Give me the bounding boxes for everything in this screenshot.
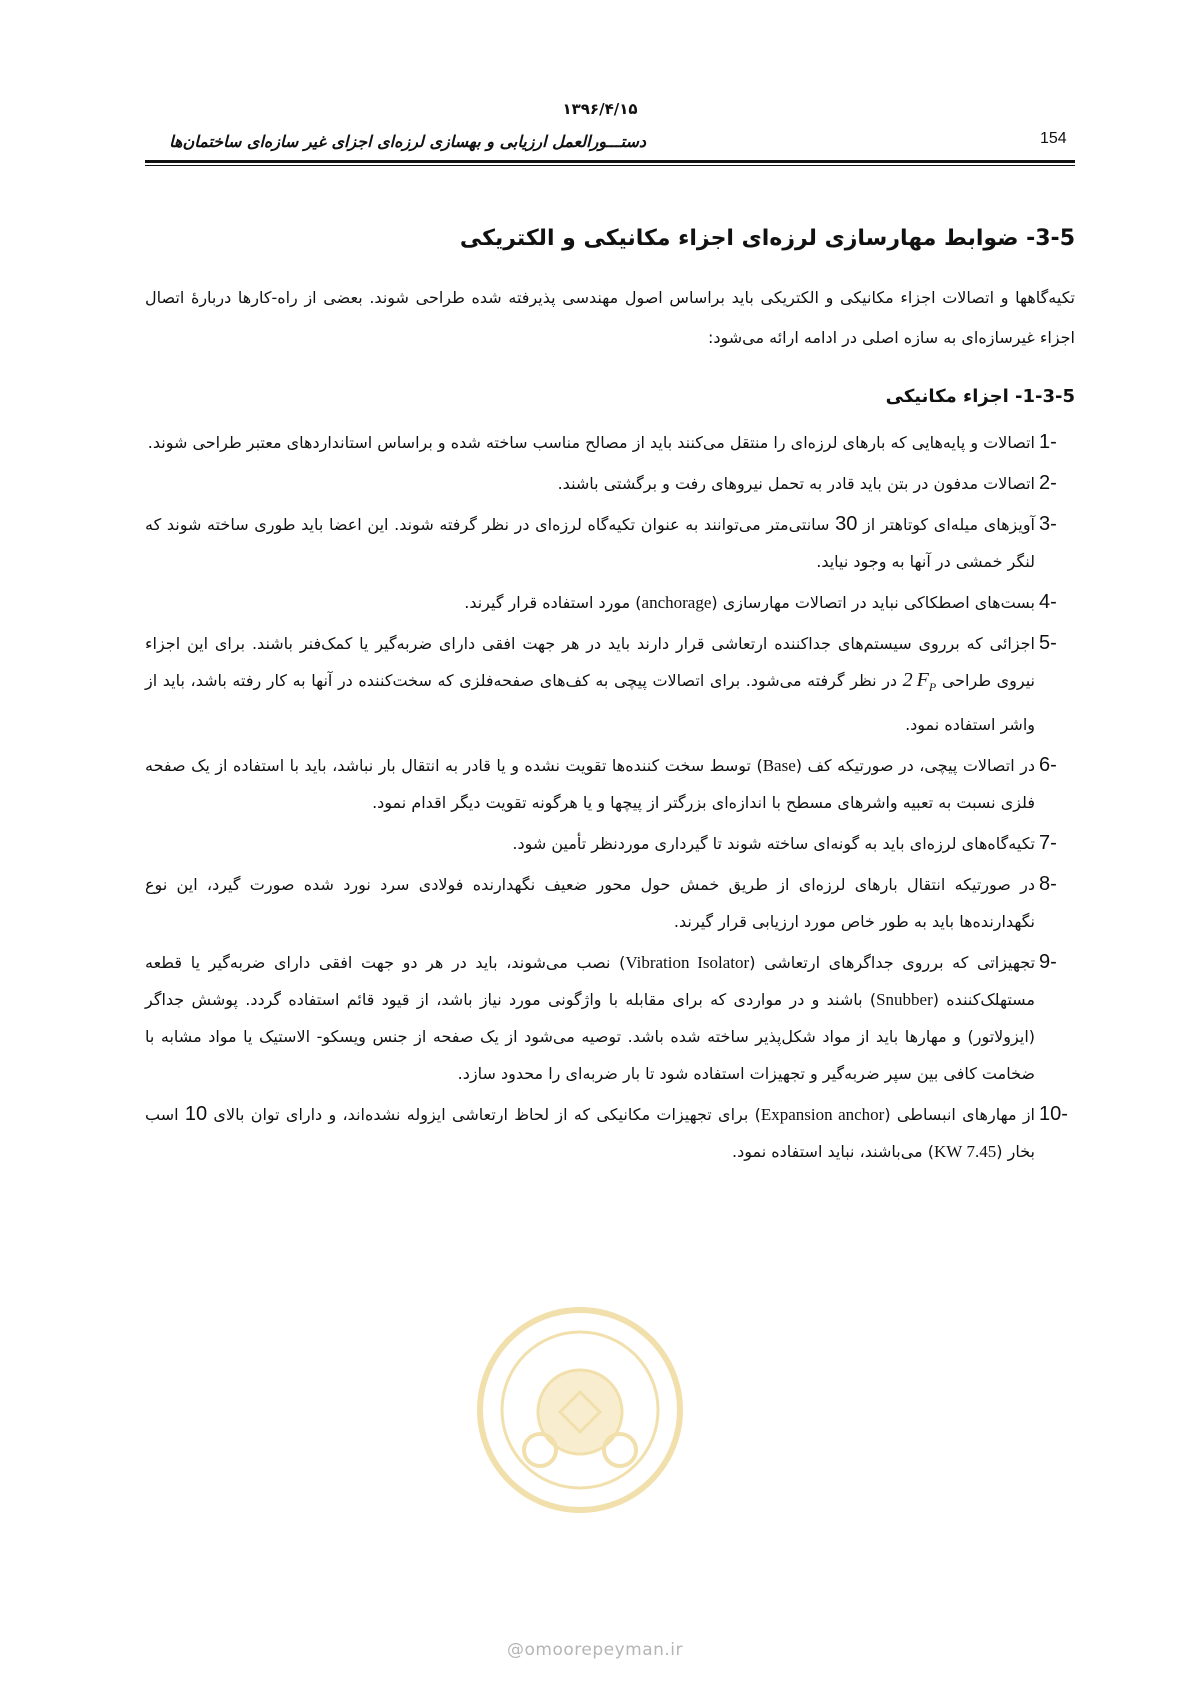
item-value: 30 — [835, 513, 858, 535]
subsection-heading: 1-3-5- اجزاء مکانیکی — [885, 386, 1075, 407]
item-text: از مهارهای انبساطی ( — [884, 1105, 1036, 1124]
seal-gear-right — [604, 1434, 636, 1466]
item-term: anchorage — [641, 593, 712, 612]
list-item — [145, 1096, 1075, 1170]
seal-core — [538, 1370, 622, 1454]
item-number: 1- — [1039, 431, 1057, 453]
page-number: 154 — [1040, 130, 1067, 147]
design-force-formula — [902, 669, 937, 694]
item-text: در صورتیکه انتقال بارهای لرزه‌ای از طریق خمش حول محور ضعیف نگهدارنده فولادی سرد نورد شده صورت گیرد، این نوع نگهدارنده‌ها باید به طور خاص مورد ارزیابی قرار گیرند. — [145, 875, 1035, 931]
list-item — [145, 625, 1075, 743]
list-item — [145, 944, 1075, 1092]
item-text: بست‌های اصطکاکی نباید در اتصالات مهارسازی ( — [711, 593, 1035, 612]
item-number: 7- — [1039, 832, 1057, 854]
item-term: Vibration Isolator — [625, 953, 750, 972]
list-item — [145, 866, 1075, 940]
list-item — [145, 465, 1075, 502]
item-number: 3- — [1039, 513, 1057, 535]
item-text: در نظر گرفته می‌شود. برای اتصالات پیچی به کف‌های صفحه‌فلزی که سخت‌کننده در آنها به کار رفته باشد، باید از واشر استفاده نمود. — [145, 671, 1035, 734]
header-date: ۱۳۹۶/۴/۱۵ — [562, 100, 638, 118]
header-rule — [145, 160, 1075, 163]
item-number: 6- — [1039, 754, 1057, 776]
watermark-seal — [470, 1300, 690, 1520]
seal-gear-left — [524, 1434, 556, 1466]
item-number: 9- — [1039, 951, 1057, 973]
item-text: ) نصب می‌شوند، باید در هر دو جهت افقی دارای ضربه‌گیر یا قطعه مستهلک‌کننده ( — [145, 953, 1036, 1009]
item-number: 2- — [1039, 472, 1057, 494]
item-term: Snubber — [876, 990, 933, 1009]
item-text: ) توسط سخت کننده‌ها تقویت نشده و یا قادر به انتقال بار نباشد، باید با استفاده از یک صفحه فلزی نسبت به تعبیه واشرهای مسطح با اندازه‌ای بزرگتر از پیچها و یا هرگونه تقویت دیگر اقدام نمود. — [145, 756, 1035, 812]
item-text: ) مورد استفاده قرار گیرند. — [464, 593, 642, 612]
item-text: اجزائی که برروی سیستم‌های جداکننده ارتعاشی قرار دارند باید در هر جهت افقی دارای ضربه‌گیر یا کمک‌فنر باشند. برای این اجزاء نیروی طراحی — [145, 634, 1036, 690]
list-item — [145, 424, 1075, 461]
section-intro: تکیه‌گاهها و اتصالات اجزاء مکانیکی و الکتریکی باید براساس اصول مهندسی پذیرفته شده طراحی شوند. بعضی از راه-کارها دربارۀ اتصال اجزاء غیرسازه‌ای به سازه اصلی در ادامه ارائه می‌شود: — [145, 288, 1075, 347]
main-content — [145, 222, 1075, 1174]
item-number: 10- — [1039, 1103, 1068, 1125]
item-text: ) می‌باشند، نباید استفاده نمود. — [731, 1142, 934, 1161]
list-item — [145, 747, 1075, 821]
item-term: 7.45 KW — [933, 1142, 997, 1161]
item-text: ) برای تجهیزات مکانیکی که از لحاظ ارتعاشی ایزوله نشده‌اند، و دارای توان بالای — [207, 1105, 761, 1124]
section-heading: 3-5- ضوابط مهارسازی لرزه‌ای اجزاء مکانیکی و الکتریکی — [459, 226, 1075, 251]
item-text: تکیه‌گاه‌های لرزه‌ای باید به گونه‌ای ساخته شوند تا گیرداری موردنظر تأمین شود. — [512, 834, 1035, 853]
item-value: 10 — [184, 1103, 208, 1125]
formula-subscript: P — [928, 680, 937, 694]
item-text: آویزهای میله‌ای کوتاهتر از — [857, 515, 1035, 534]
list-item — [145, 584, 1075, 621]
header-title: دستـــورالعمل ارزیابی و بهسازی لرزه‌ای اجزای غیر سازه‌ای ساختمان‌ها — [169, 132, 646, 151]
item-text: تجهیزاتی که برروی جداگرهای ارتعاشی ( — [749, 953, 1036, 972]
item-text: اتصالات مدفون در بتن باید قادر به تحمل نیروهای رفت و برگشتی باشند. — [557, 474, 1035, 493]
list-item — [145, 506, 1075, 580]
item-number: 8- — [1039, 873, 1057, 895]
watermark-site: @omoorepeyman.ir — [506, 1640, 684, 1660]
item-term: Base — [762, 756, 796, 775]
item-number: 5- — [1039, 632, 1057, 654]
item-text: اتصالات و پایه‌هایی که بارهای لرزه‌ای را منتقل می‌کنند باید از مصالح مناسب ساخته شده و براساس استانداردهای معتبر طراحی شوند. — [147, 433, 1035, 452]
item-term: Expansion anchor — [760, 1105, 885, 1124]
item-text: در اتصالات پیچی، در صورتیکه کف ( — [795, 756, 1036, 775]
formula-coefficient: 2 — [902, 669, 913, 691]
item-number: 4- — [1039, 591, 1057, 613]
item-text: سانتی‌متر می‌توانند به عنوان تکیه‌گاه لرزه‌ای در نظر گرفته شوند. این اعضا باید طوری ساخته شوند که لنگر خمشی در آنها به وجود نیاید. — [145, 515, 1035, 571]
list-item — [145, 825, 1075, 862]
requirements-list — [145, 424, 1075, 1170]
item-text: ) باشند و در مواردی که برای مقابله با واژگونی مورد نیاز باشد، از قیود قائم استفاده گردد. پوشش جداگر (ایزولاتور) و مهارها باید از مواد شکل‌پذیر ساخته شده باشد. توصیه می‌شود از یک صفحه از جنس ویسکو- الاستیک یا مواد مشابه با ضخامت کافی بین سپر ضربه‌گیر و تجهیزات استفاده شود تا بار ضربه‌ای را محدود سازد. — [145, 990, 1035, 1083]
header-rule-thin — [145, 165, 1075, 166]
formula-variable: F — [916, 669, 929, 691]
item-text: اسب بخار ( — [145, 1105, 1035, 1161]
